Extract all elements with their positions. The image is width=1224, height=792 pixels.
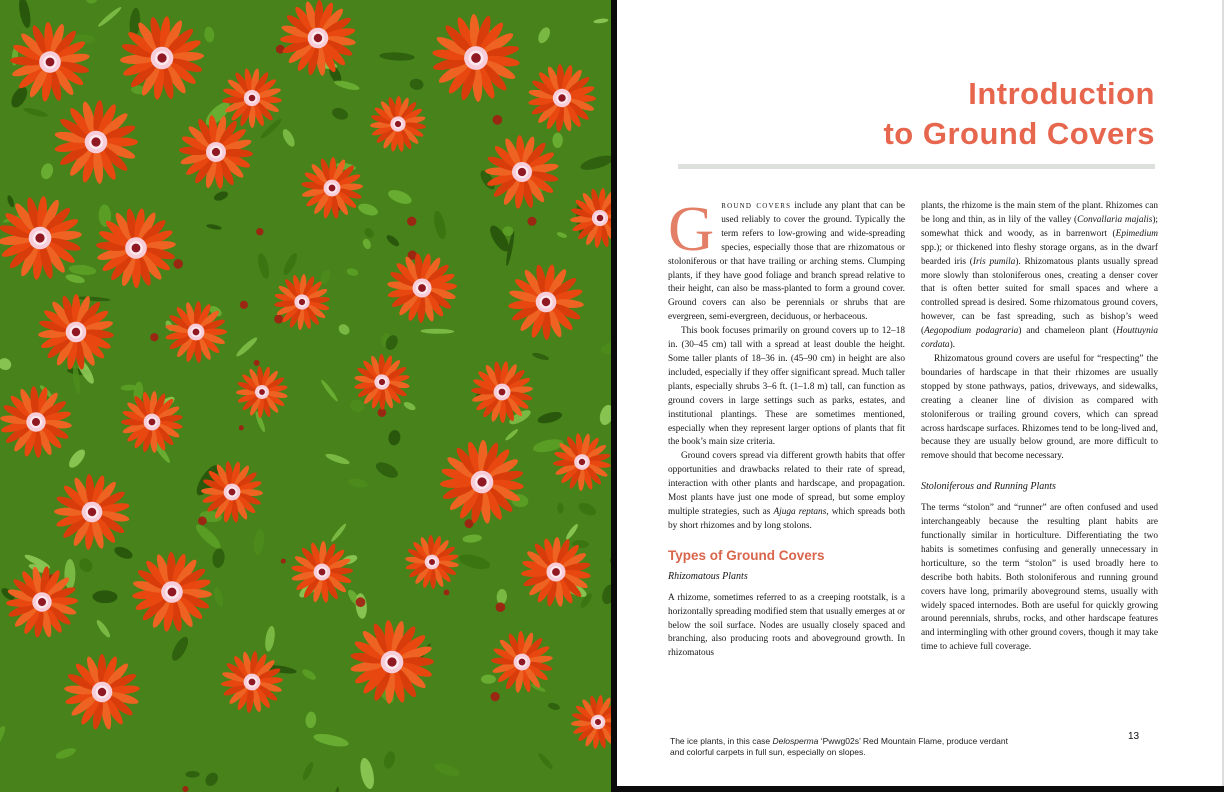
paragraph: Ground covers spread via different growth habits that offer opportunities and drawbacks related to their rate of spread, interaction with other plants and hardscape, and propagation. Most plants have just one mode of spread, but some employ multiple strategies, such as Ajuga reptans, which spreads both by short rhizomes and by long stolons. bbox=[668, 451, 905, 531]
lead-paragraph bbox=[668, 200, 905, 325]
paragraph: This book focuses primarily on ground covers up to 12–18 in. (30–45 cm) tall with a spread at least double the height. Some taller plants of 18–36 in. (45–90 cm) in height are also included, especially if they offer significant spread. Much taller plants, especially shrubs 3–6 ft. (1–1.8 m) tall, can function as ground covers in large settings such as parks, estates, and institutional plantings. These are sometimes mentioned, especially when they represent larger options of plants that fit the book’s main size criteria. bbox=[668, 326, 905, 448]
chapter-title-line1: Introduction bbox=[968, 76, 1155, 111]
paragraph: plants, the rhizome is the main stem of the plant. Rhizomes can be long and thin, as in lily of the valley (Convallaria majalis); somewhat thick and woody, as in barrenwort (Epimedium spp.); or thickened into fleshy storage organs, as in the dwarf bearded iris (Iris pumila). Rhizomatous plants usually spread more slowly than stoloniferous ones, creating a denser cover that is often better suited for small spaces and where a controlled spread is desired. Some rhizomatous ground covers, however, can be fast spreading, such as bishop’s weed (Aegopodium podagraria) and chameleon plant (Houttuynia cordata). bbox=[921, 201, 1158, 351]
chapter-title bbox=[883, 74, 1155, 154]
column-right bbox=[921, 200, 1158, 728]
ice-plant-photo bbox=[0, 0, 611, 792]
column-left bbox=[668, 200, 905, 728]
chapter-title-line2: to Ground Covers bbox=[883, 116, 1155, 151]
lead-paragraph-text: include any plant that can be used reliably to cover the ground. Typically the term refers to low-growing and wide-spreading species, especially those that are rhizomatous or stoloniferous or that have trailing or arching stems. Clumping plants, if they have good foliage and branch spread relative to their height, can also be mass-planted to form a ground cover. Ground covers can also be perennials or shrubs that are evergreen, semi-evergreen, deciduous, or herbaceous. bbox=[668, 201, 905, 323]
photo-page bbox=[0, 0, 611, 792]
body-columns bbox=[668, 200, 1158, 728]
paragraph: Rhizomatous ground covers are useful for “respecting” the boundaries of hardscape in that their rhizomes are usually stopped by stone pathways, patios, driveways, and sidewalks, creating a cleaner line of division as compared with stoloniferous or trailing ground covers, which can spread across hardscape surfaces. Rhizomes tend to be long-lived and, because they are usually below ground, are more difficult to remove should that become necessary. bbox=[921, 353, 1158, 462]
subsection-heading-stoloniferous: Stoloniferous and Running Plants bbox=[921, 481, 1056, 493]
photo-caption: The ice plants, in this case Delosperma ‘Pwwg02s’ Red Mountain Flame, produce verdant and colorful carpets in full sun, especially on slopes. bbox=[670, 735, 1008, 757]
text-page bbox=[617, 0, 1224, 792]
lead-small-caps: round covers bbox=[721, 201, 792, 211]
drop-cap: G bbox=[668, 200, 715, 264]
paragraph: The terms “stolon” and “runner” are often confused and used interchangeably because the resulting plant habits are functionally similar in horticulture. Differentiating the two habits is sometimes confusing and generally unnecessary in horticulture, so the term “stolon” is used broadly here to describe both habits. Both stoloniferous and running ground covers have long, primarily aboveground stems, usually with widely spaced internodes. Both are useful for quickly growing around perennials, shrubs, rocks, and other hardscape features and intermingling with other ground covers, though it may take time to achieve full coverage. bbox=[921, 503, 1158, 653]
paragraph: A rhizome, sometimes referred to as a creeping rootstalk, is a horizontally spreading modified stem that usually emerges at or below the soil surface. Nodes are usually closely spaced and branching, also producing roots and aboveground growth. In rhizomatous bbox=[668, 592, 905, 659]
subsection-heading-rhizomatous: Rhizomatous Plants bbox=[668, 570, 748, 582]
section-heading: Types of Ground Covers bbox=[668, 547, 825, 563]
page-edge-shadow bbox=[611, 786, 1224, 792]
page-number: 13 bbox=[1128, 731, 1140, 742]
title-rule bbox=[678, 164, 1155, 169]
